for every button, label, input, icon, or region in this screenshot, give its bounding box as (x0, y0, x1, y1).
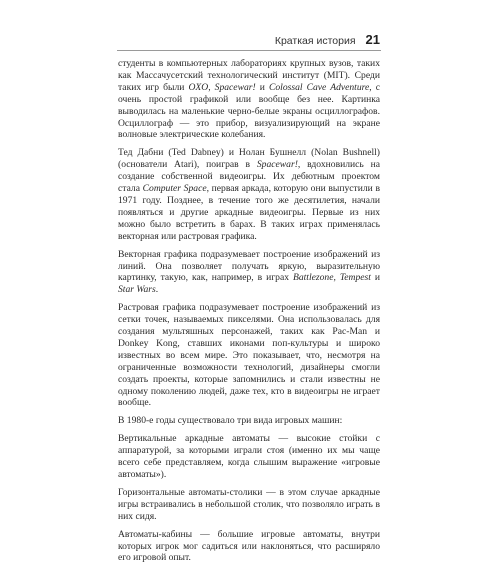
header-rule (117, 50, 381, 51)
paragraph-6: Вертикальные аркадные автоматы — высокие стойки с аппаратурой, за которыми играли стоя (именно их мы чаще всего себе представляем, когда слышим выражение «игровые автоматы»). (118, 433, 380, 480)
paragraph-3: Векторная графика подразумевает построение изображений из линий. Она позволяет получать яркую, выразительную картинку, такую, как, например, в играх Battlezone, Tempest и Star Wars. (118, 248, 381, 296)
paragraph-7: Горизонтальные автоматы-столики — в этом случае аркадные игры встраивались в небольшой столик, что позволяло играть в них сидя. (118, 486, 380, 522)
running-head (275, 32, 380, 47)
paragraph-4: Растровая графика подразумевает построение изображений из сетки точек, называемых пикселями. Она использовалась для создания мультяшных персонажей, таких как Pac-Man и Donkey Kong, ставших иконами поп-культуры и широко известных во всем мире. Это показывает, что, несмотря на ограниченные возможности технологий, дизайнеры смогли создать проекты, которые запомнились и стали известны не одному поколению людей, даже тех, кто в видеоигры не играет вообще. (118, 302, 380, 409)
paragraph-1: студенты в компьютерных лабораториях крупных вузов, таких как Массачусетский технологический институт (MIT). Среди таких игр были OXO, Spacewar! и Colossal Cave Adventure, с очень простой графикой или вообще без нее. Картинка выводилась на маленькие черно-белые экраны осциллографов. Осциллограф — это прибор, визуализирующий на экране волновые электрические колебания. (118, 58, 380, 141)
page-number: 21 (365, 32, 380, 47)
body-text (118, 58, 380, 570)
chapter-title: Краткая история (274, 35, 356, 47)
paragraph-2: Тед Дабни (Ted Dabney) и Нолан Бушнелл (Nolan Bushnell) (основатели Atari), поиграв в Spacewar!, вдохновились на создание собственной видеоигры. Их дебютным проектом стала Computer Space, первая аркада, которую они выпустили в 1971 году. Позднее, в течение того же десятилетия, начали появляться и другие аркадные видеоигры. Первые из них можно было встретить в барах. В таких играх применялась векторная или растровая графика. (118, 147, 380, 242)
paragraph-8: Автоматы-кабины — большие игровые автоматы, внутри которых игрок мог садиться или наклоняться, что расширяло его игровой опыт. (118, 528, 380, 564)
paragraph-5: В 1980-е годы существовало три вида игровых машин: (118, 415, 343, 427)
